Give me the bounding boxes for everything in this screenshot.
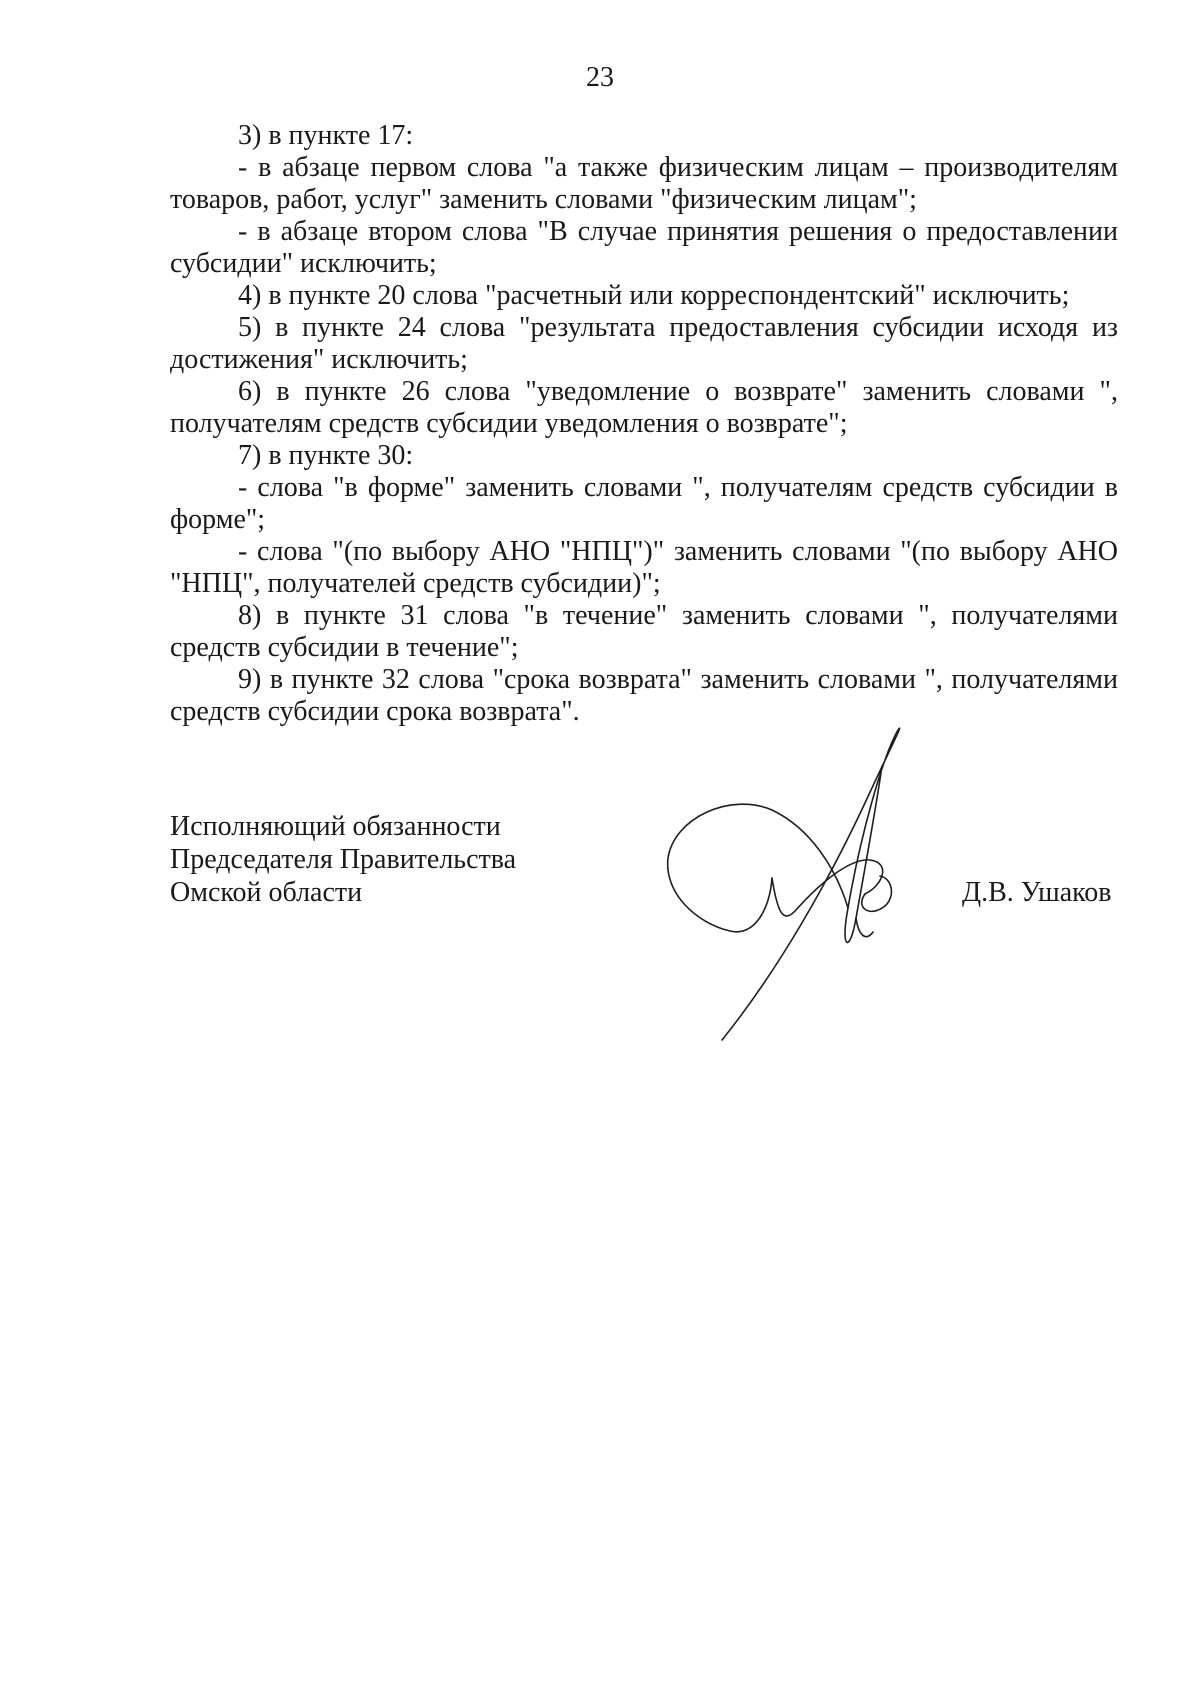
paragraph-item-8: 8) в пункте 31 слова "в течение" заменить словами ", получателями средств субсидии в течение";	[170, 600, 1118, 663]
paragraph-item-3-sub-2: - в абзаце втором слова "В случае принятия решения о предоставлении субсидии" исключить;	[170, 216, 1118, 279]
paragraph-item-3-sub-1: - в абзаце первом слова "а также физическим лицам – производителям товаров, работ, услуг" заменить словами "физическим лицам";	[170, 152, 1118, 215]
paragraph-item-6: 6) в пункте 26 слова "уведомление о возврате" заменить словами ", получателям средств субсидии уведомления о возврате";	[170, 376, 1118, 439]
signatory-title-line-2: Председателя Правительства	[170, 844, 517, 875]
page-number: 23	[586, 62, 614, 93]
handwritten-signature	[660, 718, 1000, 1058]
paragraph-item-7-sub-2: - слова "(по выбору АНО "НПЦ")" заменить словами "(по выбору АНО "НПЦ", получателей средств субсидии)";	[170, 536, 1118, 599]
paragraph-item-4: 4) в пункте 20 слова "расчетный или корреспондентский" исключить;	[238, 280, 1070, 311]
signatory-name: Д.В. Ушаков	[962, 877, 1112, 908]
signatory-title	[170, 810, 516, 909]
paragraph-item-3: 3) в пункте 17:	[238, 120, 414, 151]
signatory-title-line-1: Исполняющий обязанности	[170, 811, 501, 842]
paragraph-item-9: 9) в пункте 32 слова "срока возврата" заменить словами ", получателями средств субсидии срока возврата".	[170, 664, 1118, 727]
paragraph-item-7: 7) в пункте 30:	[238, 440, 414, 471]
paragraph-item-5: 5) в пункте 24 слова "результата предоставления субсидии исходя из достижения" исключить;	[170, 312, 1118, 375]
document-body	[170, 120, 1118, 728]
paragraph-item-7-sub-1: - слова "в форме" заменить словами ", получателям средств субсидии в форме";	[170, 472, 1118, 535]
signatory-title-line-3: Омской области	[170, 877, 363, 908]
